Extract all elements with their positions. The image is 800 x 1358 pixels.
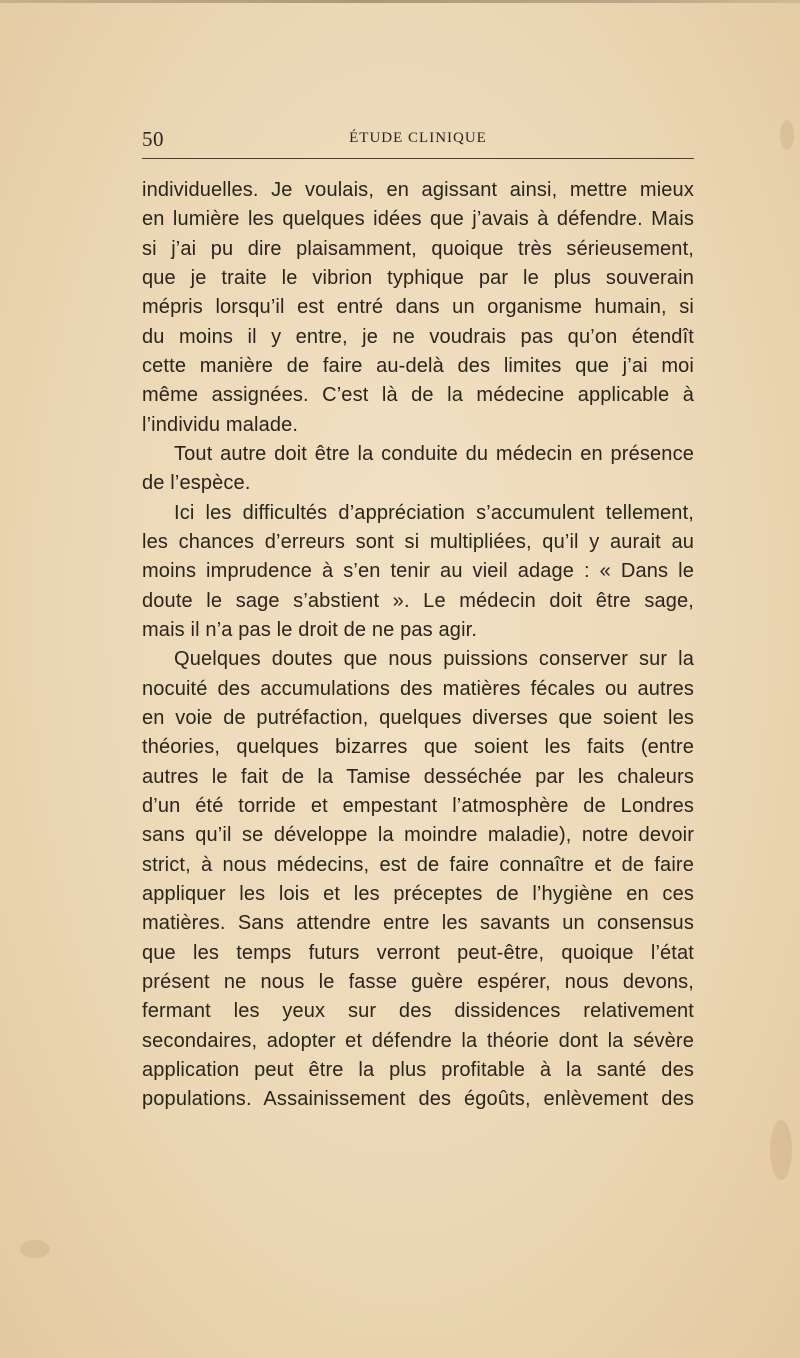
text-line: mépris lorsqu’il est entré dans un organisme humain, si: [142, 296, 694, 319]
paper-foxing-spot: [770, 1120, 792, 1180]
text-line: les chances d’erreurs sont si multipliées, qu’il y aurait au: [142, 530, 694, 553]
body-text: [142, 176, 694, 1115]
text-line: en voie de putréfaction, quelques diverses que soient les: [142, 706, 694, 729]
text-line: strict, à nous médecins, est de faire connaître et de faire: [142, 853, 694, 876]
text-line: de l’espèce.: [142, 472, 251, 495]
text-line: que les temps futurs verront peut-être, quoique l’état: [142, 941, 694, 964]
text-line: présent ne nous le fasse guère espérer, nous devons,: [142, 970, 694, 993]
text-line: moins imprudence à s’en tenir au vieil adage : « Dans le: [142, 560, 694, 583]
page-header: [142, 127, 694, 157]
text-line: individuelles. Je voulais, en agissant ainsi, mettre mieux: [142, 179, 694, 201]
page-top-edge: [0, 0, 800, 3]
text-line: sans qu’il se développe la moindre maladie), notre devoir: [142, 824, 694, 847]
text-line: application peut être la plus profitable à la santé des: [142, 1058, 694, 1081]
text-line: autres le fait de la Tamise desséchée par les chaleurs: [142, 765, 694, 788]
running-head: ÉTUDE CLINIQUE: [349, 130, 487, 146]
text-line: d’un été torride et empestant l’atmosphère de Londres: [142, 794, 694, 817]
text-line: l’individu malade.: [142, 413, 299, 436]
paper-foxing-spot: [780, 120, 794, 150]
text-line: du moins il y entre, je ne voudrais pas qu’on étendît: [142, 325, 694, 348]
text-line: Tout autre doit être la conduite du médecin en présence: [174, 442, 694, 465]
text-line: nocuité des accumulations des matières fécales ou autres: [142, 677, 694, 700]
paper-foxing-spot: [20, 1240, 50, 1258]
header-rule: [142, 158, 694, 159]
text-line: populations. Assainissement des égoûts, enlèvement des: [142, 1088, 694, 1111]
text-line: doute le sage s’abstient ». Le médecin doit être sage,: [142, 589, 694, 612]
text-line: Ici les difficultés d’appréciation s’accumulent tellement,: [174, 501, 694, 524]
page-number: 50: [142, 127, 164, 151]
text-line: théories, quelques bizarres que soient les faits (entre: [142, 736, 694, 759]
text-line: fermant les yeux sur des dissidences relativement: [142, 1000, 694, 1023]
text-line: cette manière de faire au-delà des limites que j’ai moi: [142, 354, 694, 377]
text-line: mais il n’a pas le droit de ne pas agir.: [142, 618, 478, 641]
text-line: matières. Sans attendre entre les savants un consensus: [142, 912, 694, 935]
text-line: secondaires, adopter et défendre la théorie dont la sévère: [142, 1029, 694, 1052]
text-line: appliquer les lois et les préceptes de l’hygiène en ces: [142, 882, 694, 905]
text-line: en lumière les quelques idées que j’avais à défendre. Mais: [142, 208, 694, 231]
text-line: même assignées. C’est là de la médecine applicable à: [142, 384, 694, 407]
text-line: si j’ai pu dire plaisamment, quoique très sérieusement,: [142, 237, 694, 260]
text-line: que je traite le vibrion typhique par le plus souverain: [142, 266, 694, 289]
text-line: Quelques doutes que nous puissions conserver sur la: [174, 648, 694, 671]
